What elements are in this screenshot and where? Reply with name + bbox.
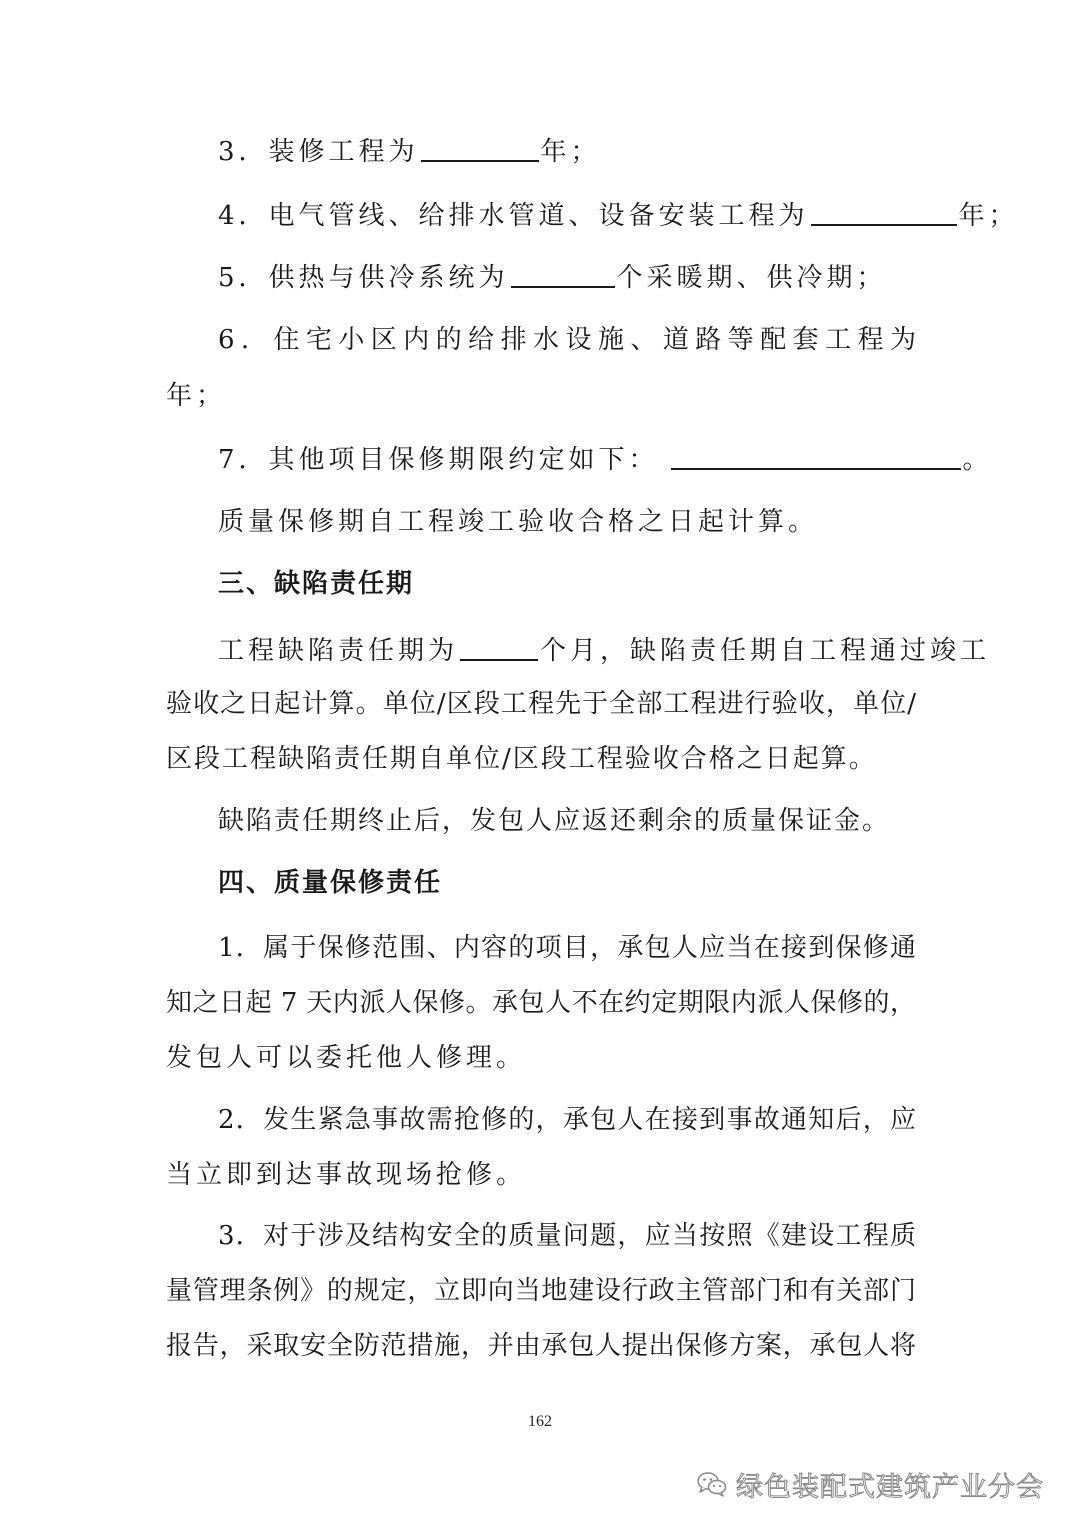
- warranty-item-6: 6．住宅小区内的给排水设施、道路等配套工程为: [218, 325, 916, 355]
- section-heading-defect-period: 三、缺陷责任期: [218, 569, 415, 599]
- responsibility-item-1-line-1: 1．属于保修范围、内容的项目，承包人应当在接到保修通: [218, 933, 916, 963]
- item-3-text: 3．装修工程为: [218, 137, 419, 167]
- defect-period-line-3: 区段工程缺陷责任期自单位/区段工程验收合格之日起算。: [166, 744, 877, 774]
- blank-line: [460, 629, 538, 661]
- blank-line: [811, 194, 957, 226]
- item-7-text: 7．其他项目保修期限约定如下：: [218, 445, 659, 475]
- responsibility-item-2-line-1: 2．发生紧急事故需抢修的，承包人在接到事故通知后，应: [218, 1105, 916, 1135]
- item-5-suffix: 个采暖期、供冷期；: [616, 263, 887, 293]
- defect-period-line-2: 验收之日起计算。单位/区段工程先于全部工程进行验收，单位/: [166, 689, 916, 719]
- section-heading-warranty-responsibility: 四、质量保修责任: [218, 868, 443, 898]
- responsibility-item-1-line-3: 发包人可以委托他人修理。: [166, 1043, 527, 1073]
- defect-period-line-1: [218, 629, 991, 669]
- page-number: 162: [528, 1413, 552, 1430]
- responsibility-item-3-line-2: 量管理条例》的规定，立即向当地建设行政主管部门和有关部门: [166, 1276, 916, 1306]
- item-4-text: 4．电气管线、给排水管道、设备安装工程为: [218, 201, 809, 231]
- blank-line: [671, 438, 961, 470]
- warranty-start-note: 质量保修期自工程竣工验收合格之日起计算。: [218, 507, 819, 537]
- watermark-text: 绿色装配式建筑产业分会: [736, 1471, 1044, 1503]
- responsibility-item-1-line-2: 知之日起 7 天内派人保修。承包人不在约定期限内派人保修的，: [166, 988, 916, 1018]
- defect-period-suffix: 个月，缺陷责任期自工程通过竣工: [540, 636, 991, 666]
- wechat-icon: [696, 1468, 728, 1500]
- warranty-item-6-continued: 年；: [166, 381, 227, 411]
- watermark: [696, 1466, 1044, 1502]
- blank-line: [421, 130, 539, 162]
- responsibility-item-3-line-1: 3．对于涉及结构安全的质量问题，应当按照《建设工程质: [218, 1221, 916, 1251]
- responsibility-item-3-line-3: 报告，采取安全防范措施，并由承包人提出保修方案，承包人将: [166, 1331, 916, 1361]
- warranty-item-5: [218, 256, 916, 296]
- item-5-text: 5．供热与供冷系统为: [218, 263, 509, 293]
- warranty-item-4: [218, 194, 1019, 234]
- blank-line: [511, 256, 615, 288]
- defect-period-end-note: 缺陷责任期终止后，发包人应返还剩余的质量保证金。: [218, 806, 891, 836]
- warranty-item-3: [218, 130, 916, 170]
- defect-period-text: 工程缺陷责任期为: [218, 636, 459, 666]
- item-4-suffix: 年；: [958, 201, 1019, 231]
- item-3-suffix: 年；: [540, 137, 601, 167]
- item-7-suffix: 。: [962, 445, 993, 475]
- responsibility-item-2-line-2: 当立即到达事故现场抢修。: [166, 1160, 527, 1190]
- warranty-item-7: [218, 438, 993, 478]
